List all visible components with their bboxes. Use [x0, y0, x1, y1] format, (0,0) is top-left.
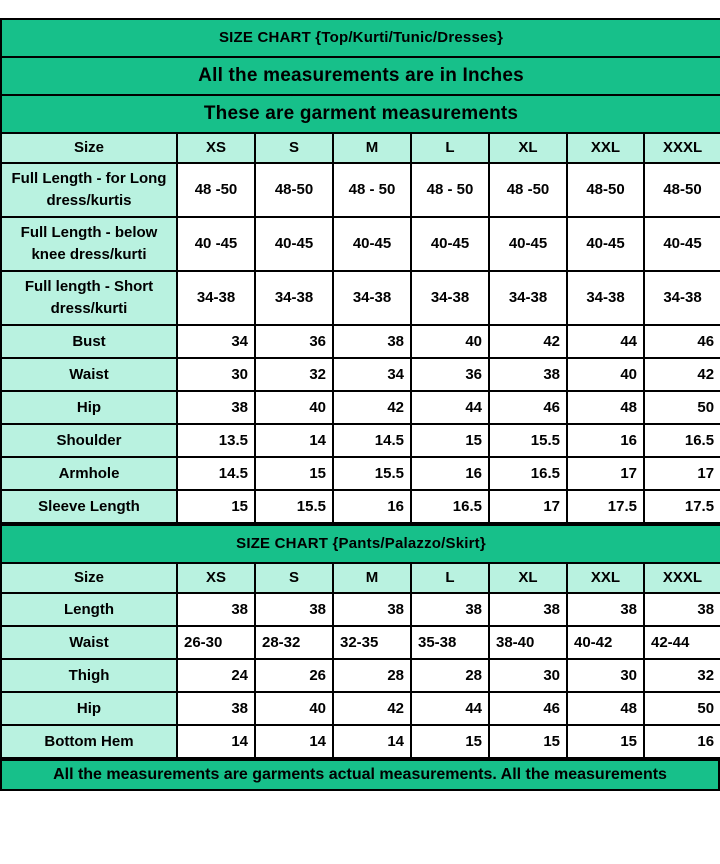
cell-value: 38 [489, 593, 567, 626]
cell-value: 36 [255, 325, 333, 358]
table-row [1, 217, 720, 271]
cell-value: 16 [644, 725, 720, 758]
cell-value: 32-35 [333, 626, 411, 659]
cell-value: 48 - 50 [411, 163, 489, 217]
top-chart-subtitle-units: All the measurements are in Inches [1, 57, 720, 95]
footer-note: All the measurements are garments actual measurements. All the measurements [0, 759, 720, 791]
cell-value: 48-50 [255, 163, 333, 217]
row-label-waist-bottom: Waist [1, 626, 177, 659]
top-chart-header-xxl: XXL [567, 133, 644, 163]
cell-value: 34 [333, 358, 411, 391]
cell-value: 40-45 [567, 217, 644, 271]
top-chart-header-row [1, 133, 720, 163]
cell-value: 15.5 [255, 490, 333, 523]
row-label-armhole: Armhole [1, 457, 177, 490]
cell-value: 15.5 [333, 457, 411, 490]
table-row [1, 490, 720, 523]
cell-value: 28-32 [255, 626, 333, 659]
cell-value: 48-50 [644, 163, 720, 217]
cell-value: 40-45 [411, 217, 489, 271]
cell-value: 38 [567, 593, 644, 626]
cell-value: 13.5 [177, 424, 255, 457]
cell-value: 15 [255, 457, 333, 490]
row-label-hip: Hip [1, 391, 177, 424]
cell-value: 28 [411, 659, 489, 692]
cell-value: 24 [177, 659, 255, 692]
cell-value: 50 [644, 391, 720, 424]
cell-value: 14.5 [177, 457, 255, 490]
cell-value: 17 [489, 490, 567, 523]
top-chart-header-xxxl: XXXL [644, 133, 720, 163]
bottom-chart-header-m: M [333, 563, 411, 593]
cell-value: 15.5 [489, 424, 567, 457]
cell-value: 15 [411, 725, 489, 758]
table-row [1, 271, 720, 325]
cell-value: 46 [489, 391, 567, 424]
bottom-size-chart-table [0, 524, 720, 759]
top-chart-header-l: L [411, 133, 489, 163]
top-chart-header-xs: XS [177, 133, 255, 163]
top-chart-header-s: S [255, 133, 333, 163]
table-row [1, 593, 720, 626]
cell-value: 34-38 [644, 271, 720, 325]
bottom-chart-header-xxxl: XXXL [644, 563, 720, 593]
cell-value: 16.5 [489, 457, 567, 490]
cell-value: 46 [489, 692, 567, 725]
table-row [1, 659, 720, 692]
cell-value: 38 [333, 325, 411, 358]
table-row [1, 163, 720, 217]
cell-value: 40 [411, 325, 489, 358]
top-chart-subtitle2-row [1, 95, 720, 133]
row-label-full-length-long: Full Length - for Long dress/kurtis [1, 163, 177, 217]
bottom-chart-title-row [1, 525, 720, 563]
cell-value: 38-40 [489, 626, 567, 659]
cell-value: 28 [333, 659, 411, 692]
cell-value: 40 [255, 391, 333, 424]
cell-value: 38 [177, 692, 255, 725]
cell-value: 50 [644, 692, 720, 725]
cell-value: 42 [489, 325, 567, 358]
row-label-thigh: Thigh [1, 659, 177, 692]
cell-value: 40 -45 [177, 217, 255, 271]
cell-value: 30 [489, 659, 567, 692]
cell-value: 30 [177, 358, 255, 391]
bottom-chart-header-l: L [411, 563, 489, 593]
cell-value: 40-45 [644, 217, 720, 271]
cell-value: 48 -50 [177, 163, 255, 217]
cell-value: 48 -50 [489, 163, 567, 217]
cell-value: 40 [255, 692, 333, 725]
row-label-sleeve-length: Sleeve Length [1, 490, 177, 523]
row-label-waist: Waist [1, 358, 177, 391]
cell-value: 17.5 [644, 490, 720, 523]
cell-value: 34-38 [489, 271, 567, 325]
cell-value: 14 [255, 725, 333, 758]
cell-value: 26-30 [177, 626, 255, 659]
cell-value: 15 [411, 424, 489, 457]
cell-value: 32 [644, 659, 720, 692]
cell-value: 38 [644, 593, 720, 626]
bottom-chart-header-size: Size [1, 563, 177, 593]
cell-value: 32 [255, 358, 333, 391]
cell-value: 16 [567, 424, 644, 457]
top-chart-subtitle-garment: These are garment measurements [1, 95, 720, 133]
table-row [1, 725, 720, 758]
cell-value: 14 [333, 725, 411, 758]
cell-value: 48 - 50 [333, 163, 411, 217]
bottom-chart-header-xxl: XXL [567, 563, 644, 593]
cell-value: 34-38 [177, 271, 255, 325]
row-label-full-length-below-knee: Full Length - below knee dress/kurti [1, 217, 177, 271]
bottom-chart-header-s: S [255, 563, 333, 593]
cell-value: 40-45 [255, 217, 333, 271]
cell-value: 14 [177, 725, 255, 758]
top-chart-header-xl: XL [489, 133, 567, 163]
cell-value: 38 [177, 391, 255, 424]
row-label-full-length-short: Full length - Short dress/kurti [1, 271, 177, 325]
cell-value: 34-38 [255, 271, 333, 325]
cell-value: 34 [177, 325, 255, 358]
cell-value: 36 [411, 358, 489, 391]
cell-value: 48 [567, 692, 644, 725]
cell-value: 34-38 [567, 271, 644, 325]
cell-value: 16 [333, 490, 411, 523]
cell-value: 34-38 [333, 271, 411, 325]
cell-value: 15 [489, 725, 567, 758]
cell-value: 17 [644, 457, 720, 490]
cell-value: 38 [255, 593, 333, 626]
cell-value: 17.5 [567, 490, 644, 523]
top-chart-title-row [1, 19, 720, 57]
cell-value: 40-42 [567, 626, 644, 659]
cell-value: 44 [411, 391, 489, 424]
cell-value: 38 [489, 358, 567, 391]
cell-value: 48-50 [567, 163, 644, 217]
cell-value: 48 [567, 391, 644, 424]
row-label-shoulder: Shoulder [1, 424, 177, 457]
cell-value: 42 [333, 692, 411, 725]
table-row [1, 358, 720, 391]
cell-value: 40-45 [333, 217, 411, 271]
bottom-chart-title: SIZE CHART {Pants/Palazzo/Skirt} [1, 525, 720, 563]
cell-value: 14 [255, 424, 333, 457]
top-chart-header-size: Size [1, 133, 177, 163]
cell-value: 44 [411, 692, 489, 725]
cell-value: 44 [567, 325, 644, 358]
cell-value: 16 [411, 457, 489, 490]
cell-value: 15 [177, 490, 255, 523]
cell-value: 42 [644, 358, 720, 391]
cell-value: 17 [567, 457, 644, 490]
cell-value: 26 [255, 659, 333, 692]
cell-value: 15 [567, 725, 644, 758]
cell-value: 14.5 [333, 424, 411, 457]
cell-value: 35-38 [411, 626, 489, 659]
row-label-bust: Bust [1, 325, 177, 358]
cell-value: 42-44 [644, 626, 720, 659]
table-row [1, 391, 720, 424]
row-label-length: Length [1, 593, 177, 626]
table-row [1, 325, 720, 358]
top-chart-title: SIZE CHART {Top/Kurti/Tunic/Dresses} [1, 19, 720, 57]
top-size-chart-table [0, 18, 720, 524]
cell-value: 38 [333, 593, 411, 626]
table-row [1, 692, 720, 725]
bottom-chart-header-xl: XL [489, 563, 567, 593]
cell-value: 16.5 [644, 424, 720, 457]
cell-value: 34-38 [411, 271, 489, 325]
row-label-hip-bottom: Hip [1, 692, 177, 725]
bottom-chart-header-row [1, 563, 720, 593]
cell-value: 40 [567, 358, 644, 391]
cell-value: 42 [333, 391, 411, 424]
cell-value: 40-45 [489, 217, 567, 271]
top-chart-subtitle1-row [1, 57, 720, 95]
row-label-bottom-hem: Bottom Hem [1, 725, 177, 758]
bottom-chart-header-xs: XS [177, 563, 255, 593]
cell-value: 38 [177, 593, 255, 626]
cell-value: 46 [644, 325, 720, 358]
top-chart-header-m: M [333, 133, 411, 163]
table-row [1, 457, 720, 490]
table-row [1, 424, 720, 457]
cell-value: 30 [567, 659, 644, 692]
cell-value: 38 [411, 593, 489, 626]
table-row [1, 626, 720, 659]
cell-value: 16.5 [411, 490, 489, 523]
